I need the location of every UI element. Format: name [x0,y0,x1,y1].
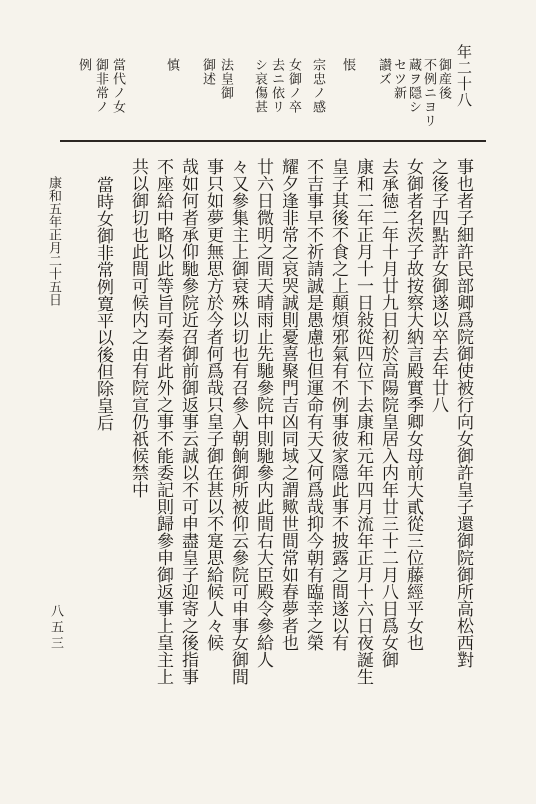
text-column: 事只如夢更無思方於今者何爲哉只皇子御在甚以不寔思給候人々候 [203,158,223,651]
margin-heading: 御産後 [436,58,451,100]
margin-heading: 法皇御 [218,58,233,100]
margin-heading: 蔵ヲ隠シ [406,58,421,114]
text-column: 共以御切也此間可候内之由有院宣仍祇候禁中 [128,158,148,498]
margin-heading: 不例ニヨリ [421,58,436,128]
margin-heading: 當代ノ女 [110,58,125,114]
margin-heading: 御述 [200,58,215,86]
margin-heading: 讃ズ [376,58,391,86]
text-column: 之後子四點許女御遂以卒去年廿八 [428,158,448,413]
margin-heading: 悵 [340,58,355,72]
margin-heading: 御非常ノ [93,58,108,114]
text-column: 不吉事早不祈請誠是愚慮也但運命有天又何爲哉抑今朝有臨幸之榮 [303,158,323,651]
page-number: 八五三 [48,604,63,652]
margin-heading: 去ニ依リ [269,58,284,114]
chapter-label: 年二十八 [455,44,473,108]
text-column: 哉如何者承仰馳參院近召御前御返事云誠以不可申盡皇子迎寄之後指事 [178,158,198,685]
text-column: 女御者名茨子故按察大納言殿實季卿女母前大貳從三位藤經平女也 [403,158,423,651]
text-column: 康和二年正月十一日敍從四位下去康和元年四月流年正月十六日夜誕生 [353,158,373,685]
text-column: 廿六日微明之間天晴雨止先馳參院中則馳參内此間右大臣殿令參給人 [253,158,273,668]
margin-heading: 例 [76,58,91,72]
margin-heading: 女御ノ卒 [286,58,301,114]
text-column: 皇子其後不食之上顛煩邪氣有不例事彼家隱此事不披露之間遂以有 [328,158,348,651]
text-column: 當時女御非常例寛平以後但除皇后 [93,176,113,431]
text-column: 去承徳二年十月廿九日初於高陽院皇居入内年廿三十二月八日爲女御 [378,158,398,668]
margin-heading: 宗忠ノ感 [310,58,325,114]
margin-heading: 慎 [164,58,179,72]
text-column: 不座給中略以此等旨可奏者此外之事不能委記則歸參申御返事上皇主上 [153,158,173,685]
text-column: 々又參集主上御衰殊以切也有召參入朝餉御所被仰云參院可申事女御間 [228,158,248,685]
margin-heading: セツ新 [391,58,406,100]
text-column: 耀夕逢非常之哀哭誠則憂喜聚門吉凶同域之謂歟世間常如春夢者也 [278,158,298,651]
date-line: 康和五年正月二十五日 [46,176,61,306]
margin-heading: シ哀傷甚 [252,58,267,114]
text-column: 事也者子細許民部卿爲院御使被行向女御許皇子還御院御所高松西對 [453,158,473,668]
header-rule [60,140,486,142]
